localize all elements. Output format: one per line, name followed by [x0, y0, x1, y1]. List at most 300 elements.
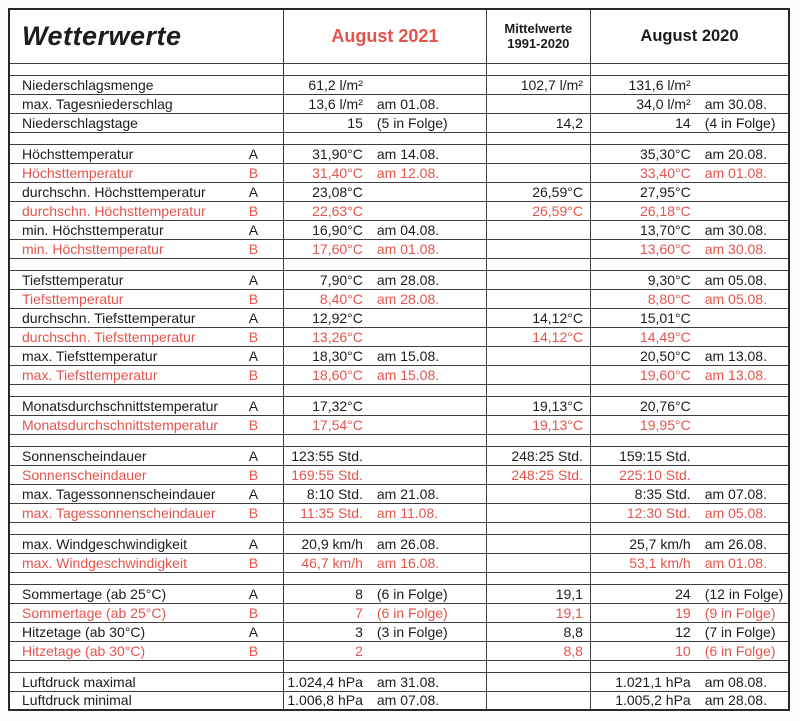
value-august-2020: 1.021,1 hPa [590, 672, 690, 691]
row-label: Luftdruck minimal [9, 691, 232, 710]
table-row-luftdruck [9, 672, 789, 691]
row-label: durchschn. Höchsttemperatur [9, 201, 232, 220]
value-mittelwerte: 14,12°C [486, 308, 590, 327]
date-august-2021: am 01.08. [363, 94, 486, 113]
row-label: Sonnenscheindauer [9, 465, 232, 484]
column-header-mittelwerte [486, 9, 590, 63]
spacer-cell [363, 522, 486, 534]
spacer-cell [232, 132, 284, 144]
spacer-cell [486, 63, 590, 75]
date-august-2021 [363, 327, 486, 346]
value-august-2020: 19,60°C [590, 365, 690, 384]
row-label: min. Höchsttemperatur [9, 220, 232, 239]
row-label: Tiefsttemperatur [9, 270, 232, 289]
spacer-cell [363, 258, 486, 270]
value-august-2021: 46,7 km/h [284, 553, 363, 572]
date-august-2021: am 16.08. [363, 553, 486, 572]
table-row-sommer-hitzetage-a [9, 622, 789, 641]
row-label: durchschn. Tiefsttemperatur [9, 308, 232, 327]
section-spacer [9, 132, 789, 144]
value-august-2021: 23,08°C [284, 182, 363, 201]
value-august-2020: 19,95°C [590, 415, 690, 434]
value-mittelwerte [486, 534, 590, 553]
row-label: Luftdruck maximal [9, 672, 232, 691]
table-row-tiefsttemperatur-b [9, 365, 789, 384]
value-mittelwerte: 8,8 [486, 622, 590, 641]
table-row-hoechsttemperatur-b [9, 239, 789, 258]
date-august-2021: am 28.08. [363, 289, 486, 308]
table-row-sommer-hitzetage-a [9, 584, 789, 603]
spacer-cell [691, 522, 789, 534]
ab-marker [232, 113, 284, 132]
value-august-2020: 12 [590, 622, 690, 641]
row-label: max. Tiefsttemperatur [9, 365, 232, 384]
ab-marker: A [232, 446, 284, 465]
value-august-2021: 17,60°C [284, 239, 363, 258]
value-mittelwerte: 19,1 [486, 584, 590, 603]
date-august-2021: am 31.08. [363, 672, 486, 691]
value-august-2021: 8 [284, 584, 363, 603]
table-row-monatsdurchschnitt-b [9, 415, 789, 434]
value-august-2021: 11:35 Std. [284, 503, 363, 522]
spacer-cell [486, 132, 590, 144]
row-label: Niederschlagstage [9, 113, 232, 132]
value-mittelwerte: 14,12°C [486, 327, 590, 346]
table-header [9, 9, 789, 63]
row-label: durchschn. Höchsttemperatur [9, 182, 232, 201]
ab-marker: B [232, 327, 284, 346]
value-mittelwerte [486, 144, 590, 163]
page-title: Wetterwerte [9, 9, 284, 63]
table-row-tiefsttemperatur-b [9, 327, 789, 346]
value-august-2021: 8,40°C [284, 289, 363, 308]
value-august-2021: 7 [284, 603, 363, 622]
value-august-2020: 10 [590, 641, 690, 660]
spacer-cell [284, 572, 363, 584]
mittelwerte-line1: Mittelwerte [504, 20, 573, 36]
spacer-cell [590, 132, 690, 144]
value-august-2021: 1.006,8 hPa [284, 691, 363, 710]
value-mittelwerte [486, 220, 590, 239]
row-label: Hitzetage (ab 30°C) [9, 622, 232, 641]
value-august-2020: 33,40°C [590, 163, 690, 182]
date-august-2020: (12 in Folge) [691, 584, 789, 603]
row-label: max. Windgeschwindigkeit [9, 553, 232, 572]
date-august-2020: am 05.08. [691, 289, 789, 308]
spacer-cell [9, 434, 232, 446]
ab-marker: A [232, 220, 284, 239]
date-august-2020: am 30.08. [691, 220, 789, 239]
value-august-2021: 17,54°C [284, 415, 363, 434]
spacer-cell [232, 572, 284, 584]
value-august-2020: 13,60°C [590, 239, 690, 258]
row-label: Sommertage (ab 25°C) [9, 603, 232, 622]
weather-table-body [9, 63, 789, 710]
date-august-2021: am 21.08. [363, 484, 486, 503]
ab-marker [232, 94, 284, 113]
value-august-2021: 18,30°C [284, 346, 363, 365]
spacer-cell [486, 434, 590, 446]
row-label: max. Tagessonnenscheindauer [9, 503, 232, 522]
row-label: Niederschlagsmenge [9, 75, 232, 94]
spacer-cell [691, 258, 789, 270]
row-label: Sonnenscheindauer [9, 446, 232, 465]
date-august-2021: am 28.08. [363, 270, 486, 289]
value-august-2021: 18,60°C [284, 365, 363, 384]
value-august-2021: 13,6 l/m² [284, 94, 363, 113]
spacer-cell [691, 63, 789, 75]
ab-marker: A [232, 534, 284, 553]
spacer-cell [232, 384, 284, 396]
value-mittelwerte: 19,13°C [486, 396, 590, 415]
row-label: min. Höchsttemperatur [9, 239, 232, 258]
date-august-2021: (6 in Folge) [363, 584, 486, 603]
value-august-2020: 14 [590, 113, 690, 132]
value-august-2020: 27,95°C [590, 182, 690, 201]
value-mittelwerte: 19,1 [486, 603, 590, 622]
spacer-cell [363, 132, 486, 144]
value-mittelwerte [486, 672, 590, 691]
date-august-2020: am 08.08. [691, 672, 789, 691]
date-august-2021 [363, 446, 486, 465]
date-august-2020: am 28.08. [691, 691, 789, 710]
date-august-2020 [691, 446, 789, 465]
date-august-2020 [691, 327, 789, 346]
spacer-cell [9, 63, 232, 75]
value-mittelwerte: 248:25 Std. [486, 446, 590, 465]
value-august-2021: 31,90°C [284, 144, 363, 163]
value-august-2020: 19 [590, 603, 690, 622]
spacer-cell [9, 258, 232, 270]
ab-marker: A [232, 182, 284, 201]
row-label: max. Tiefsttemperatur [9, 346, 232, 365]
value-mittelwerte [486, 365, 590, 384]
section-spacer [9, 572, 789, 584]
ab-marker [232, 691, 284, 710]
ab-marker: A [232, 144, 284, 163]
value-august-2020: 1.005,2 hPa [590, 691, 690, 710]
ab-marker: B [232, 603, 284, 622]
value-mittelwerte [486, 503, 590, 522]
row-label: Tiefsttemperatur [9, 289, 232, 308]
table-row-sommer-hitzetage-b [9, 603, 789, 622]
spacer-cell [590, 522, 690, 534]
table-row-tiefsttemperatur-a [9, 270, 789, 289]
section-spacer [9, 258, 789, 270]
spacer-cell [486, 258, 590, 270]
value-august-2020: 131,6 l/m² [590, 75, 690, 94]
value-august-2020: 8:35 Std. [590, 484, 690, 503]
value-august-2020: 53,1 km/h [590, 553, 690, 572]
row-label: Höchsttemperatur [9, 144, 232, 163]
spacer-cell [486, 522, 590, 534]
value-august-2020: 9,30°C [590, 270, 690, 289]
value-mittelwerte [486, 239, 590, 258]
value-august-2021: 22,63°C [284, 201, 363, 220]
table-row-hoechsttemperatur-a [9, 220, 789, 239]
value-mittelwerte [486, 270, 590, 289]
spacer-cell [9, 132, 232, 144]
spacer-cell [363, 384, 486, 396]
spacer-cell [284, 384, 363, 396]
date-august-2021: am 12.08. [363, 163, 486, 182]
date-august-2020 [691, 415, 789, 434]
date-august-2021 [363, 641, 486, 660]
value-mittelwerte: 8,8 [486, 641, 590, 660]
value-august-2021: 8:10 Std. [284, 484, 363, 503]
date-august-2020: am 07.08. [691, 484, 789, 503]
value-august-2020: 15,01°C [590, 308, 690, 327]
value-mittelwerte [486, 484, 590, 503]
table-row-sonnenschein-b [9, 503, 789, 522]
ab-marker: A [232, 484, 284, 503]
spacer-cell [486, 572, 590, 584]
value-august-2020: 20,50°C [590, 346, 690, 365]
value-august-2021: 15 [284, 113, 363, 132]
ab-marker: A [232, 584, 284, 603]
value-mittelwerte: 248:25 Std. [486, 465, 590, 484]
table-row-hoechsttemperatur-b [9, 201, 789, 220]
spacer-cell [284, 63, 363, 75]
row-label: max. Windgeschwindigkeit [9, 534, 232, 553]
table-row-tiefsttemperatur-b [9, 289, 789, 308]
table-row-wind-a [9, 534, 789, 553]
date-august-2020: (7 in Folge) [691, 622, 789, 641]
value-august-2020: 8,80°C [590, 289, 690, 308]
ab-marker: A [232, 396, 284, 415]
value-august-2020: 26,18°C [590, 201, 690, 220]
spacer-cell [691, 660, 789, 672]
value-august-2020: 35,30°C [590, 144, 690, 163]
ab-marker [232, 75, 284, 94]
date-august-2021: am 15.08. [363, 365, 486, 384]
date-august-2021: am 15.08. [363, 346, 486, 365]
value-august-2020: 25,7 km/h [590, 534, 690, 553]
date-august-2021 [363, 308, 486, 327]
spacer-cell [363, 660, 486, 672]
value-august-2021: 123:55 Std. [284, 446, 363, 465]
spacer-cell [590, 63, 690, 75]
value-august-2021: 7,90°C [284, 270, 363, 289]
spacer-cell [9, 572, 232, 584]
table-row-niederschlag [9, 113, 789, 132]
row-label: Monatsdurchschnittstemperatur [9, 415, 232, 434]
spacer-cell [363, 63, 486, 75]
spacer-cell [284, 434, 363, 446]
ab-marker: B [232, 465, 284, 484]
value-mittelwerte [486, 163, 590, 182]
spacer-cell [363, 572, 486, 584]
date-august-2020: am 30.08. [691, 239, 789, 258]
value-august-2020: 34,0 l/m² [590, 94, 690, 113]
table-row-monatsdurchschnitt-a [9, 396, 789, 415]
spacer-cell [691, 132, 789, 144]
value-mittelwerte [486, 553, 590, 572]
value-august-2020: 13,70°C [590, 220, 690, 239]
value-mittelwerte: 26,59°C [486, 182, 590, 201]
table-row-sonnenschein-a [9, 484, 789, 503]
table-row-wind-b [9, 553, 789, 572]
spacer-cell [9, 522, 232, 534]
value-mittelwerte [486, 691, 590, 710]
value-august-2021: 12,92°C [284, 308, 363, 327]
mittelwerte-line2: 1991-2020 [507, 36, 570, 52]
row-label: Höchsttemperatur [9, 163, 232, 182]
row-label: durchschn. Tiefsttemperatur [9, 327, 232, 346]
ab-marker: B [232, 239, 284, 258]
table-row-hoechsttemperatur-b [9, 163, 789, 182]
date-august-2020: am 05.08. [691, 503, 789, 522]
table-row-hoechsttemperatur-a [9, 144, 789, 163]
spacer-cell [232, 522, 284, 534]
value-august-2021: 20,9 km/h [284, 534, 363, 553]
date-august-2020 [691, 182, 789, 201]
date-august-2020: (4 in Folge) [691, 113, 789, 132]
value-august-2021: 3 [284, 622, 363, 641]
row-label: Monatsdurchschnittstemperatur [9, 396, 232, 415]
spacer-cell [691, 572, 789, 584]
value-mittelwerte: 19,13°C [486, 415, 590, 434]
ab-marker: A [232, 622, 284, 641]
section-spacer [9, 63, 789, 75]
row-label: max. Tagessonnenscheindauer [9, 484, 232, 503]
table-row-sonnenschein-b [9, 465, 789, 484]
date-august-2021: (6 in Folge) [363, 603, 486, 622]
date-august-2020 [691, 396, 789, 415]
spacer-cell [590, 434, 690, 446]
date-august-2021 [363, 201, 486, 220]
date-august-2021 [363, 75, 486, 94]
ab-marker [232, 672, 284, 691]
spacer-cell [486, 660, 590, 672]
ab-marker: B [232, 365, 284, 384]
table-row-luftdruck [9, 691, 789, 710]
ab-marker: A [232, 308, 284, 327]
ab-marker: B [232, 553, 284, 572]
ab-marker: B [232, 201, 284, 220]
table-row-sonnenschein-a [9, 446, 789, 465]
spacer-cell [232, 258, 284, 270]
spacer-cell [284, 660, 363, 672]
value-august-2021: 16,90°C [284, 220, 363, 239]
date-august-2021 [363, 415, 486, 434]
spacer-cell [284, 522, 363, 534]
spacer-cell [284, 132, 363, 144]
date-august-2021: am 04.08. [363, 220, 486, 239]
value-august-2020: 12:30 Std. [590, 503, 690, 522]
date-august-2020 [691, 201, 789, 220]
ab-marker: B [232, 415, 284, 434]
spacer-cell [590, 258, 690, 270]
section-spacer [9, 660, 789, 672]
date-august-2021: am 01.08. [363, 239, 486, 258]
date-august-2021 [363, 465, 486, 484]
spacer-cell [590, 572, 690, 584]
date-august-2020: am 13.08. [691, 365, 789, 384]
section-spacer [9, 384, 789, 396]
date-august-2021: am 11.08. [363, 503, 486, 522]
value-august-2021: 61,2 l/m² [284, 75, 363, 94]
date-august-2020: am 01.08. [691, 553, 789, 572]
table-row-niederschlag [9, 94, 789, 113]
section-spacer [9, 522, 789, 534]
spacer-cell [232, 660, 284, 672]
date-august-2021: (5 in Folge) [363, 113, 486, 132]
value-august-2021: 1.024,4 hPa [284, 672, 363, 691]
table-row-niederschlag [9, 75, 789, 94]
date-august-2020: am 26.08. [691, 534, 789, 553]
spacer-cell [232, 434, 284, 446]
date-august-2021: (3 in Folge) [363, 622, 486, 641]
value-august-2021: 17,32°C [284, 396, 363, 415]
value-august-2021: 2 [284, 641, 363, 660]
date-august-2020: am 05.08. [691, 270, 789, 289]
value-august-2020: 225:10 Std. [590, 465, 690, 484]
column-header-august-2020: August 2020 [590, 9, 789, 63]
date-august-2020 [691, 75, 789, 94]
date-august-2020: am 01.08. [691, 163, 789, 182]
value-august-2020: 159:15 Std. [590, 446, 690, 465]
date-august-2020: am 20.08. [691, 144, 789, 163]
date-august-2021: am 14.08. [363, 144, 486, 163]
ab-marker: B [232, 163, 284, 182]
value-mittelwerte [486, 346, 590, 365]
value-august-2021: 31,40°C [284, 163, 363, 182]
date-august-2021: am 07.08. [363, 691, 486, 710]
date-august-2020: am 30.08. [691, 94, 789, 113]
ab-marker: A [232, 346, 284, 365]
date-august-2020: am 13.08. [691, 346, 789, 365]
spacer-cell [590, 660, 690, 672]
value-mittelwerte: 102,7 l/m² [486, 75, 590, 94]
value-mittelwerte [486, 94, 590, 113]
weather-table [8, 8, 790, 711]
row-label: max. Tagesniederschlag [9, 94, 232, 113]
ab-marker: B [232, 503, 284, 522]
value-august-2020: 24 [590, 584, 690, 603]
column-header-august-2021: August 2021 [284, 9, 487, 63]
row-label: Hitzetage (ab 30°C) [9, 641, 232, 660]
value-mittelwerte: 14,2 [486, 113, 590, 132]
date-august-2021: am 26.08. [363, 534, 486, 553]
value-august-2020: 20,76°C [590, 396, 690, 415]
spacer-cell [691, 384, 789, 396]
spacer-cell [232, 63, 284, 75]
row-label: Sommertage (ab 25°C) [9, 584, 232, 603]
spacer-cell [363, 434, 486, 446]
spacer-cell [9, 384, 232, 396]
spacer-cell [284, 258, 363, 270]
value-mittelwerte: 26,59°C [486, 201, 590, 220]
date-august-2021 [363, 182, 486, 201]
date-august-2021 [363, 396, 486, 415]
scanned-weather-table [8, 8, 790, 711]
date-august-2020 [691, 465, 789, 484]
spacer-cell [691, 434, 789, 446]
date-august-2020: (6 in Folge) [691, 641, 789, 660]
spacer-cell [486, 384, 590, 396]
section-spacer [9, 434, 789, 446]
date-august-2020 [691, 308, 789, 327]
value-august-2021: 169:55 Std. [284, 465, 363, 484]
spacer-cell [590, 384, 690, 396]
ab-marker: B [232, 641, 284, 660]
table-row-sommer-hitzetage-b [9, 641, 789, 660]
value-august-2021: 13,26°C [284, 327, 363, 346]
ab-marker: B [232, 289, 284, 308]
table-row-hoechsttemperatur-a [9, 182, 789, 201]
value-mittelwerte [486, 289, 590, 308]
